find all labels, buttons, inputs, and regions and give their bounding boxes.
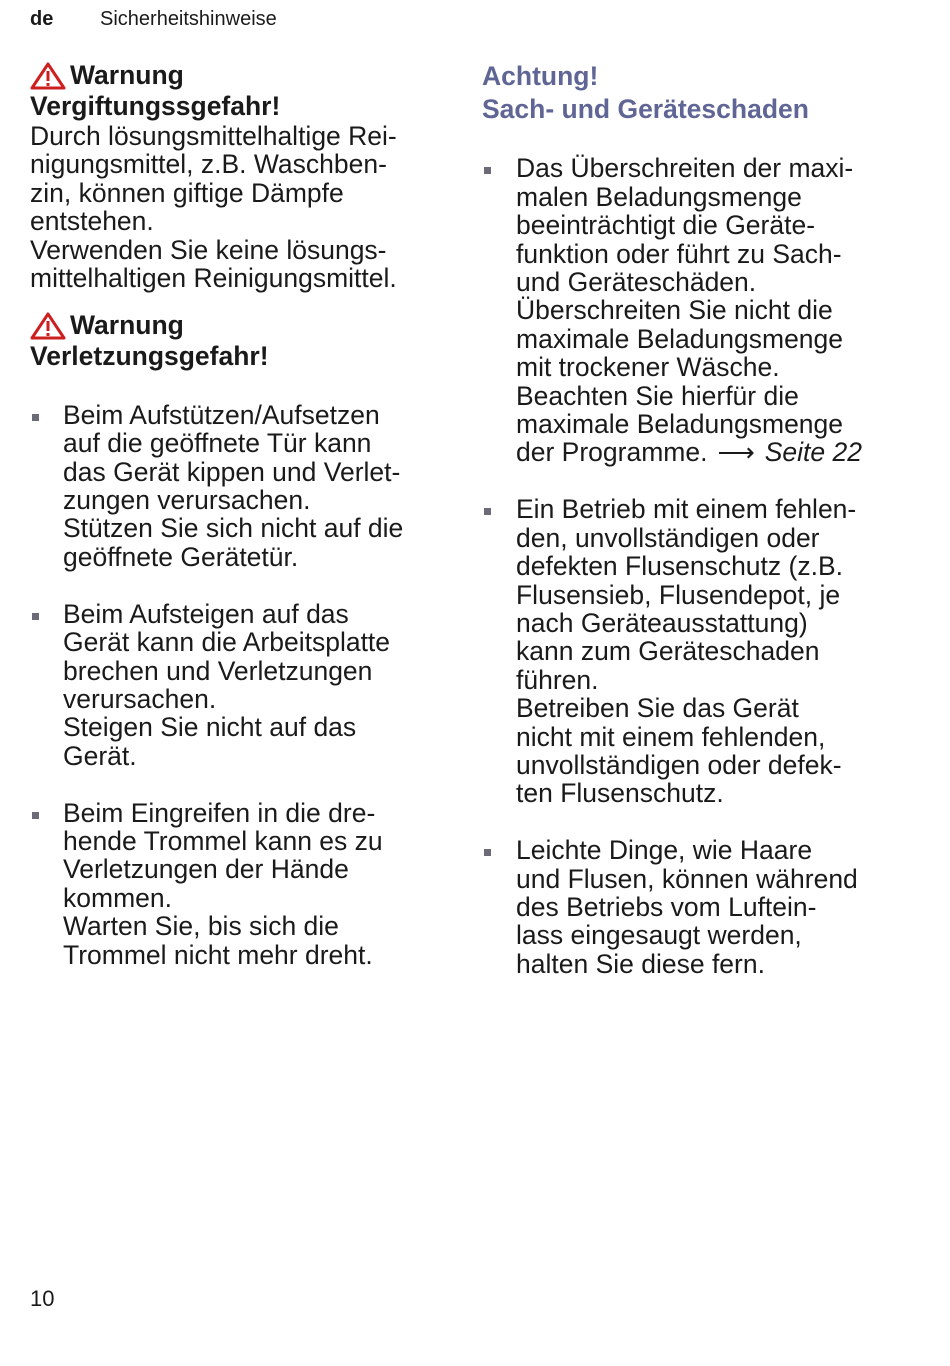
page-reference-link[interactable]: Seite 22 — [764, 437, 862, 468]
damage-list — [482, 126, 922, 1007]
list-item-text: Leichte Dinge, wie Haare und Flusen, können während des Betriebs vom Luftein- lass eingesaugt werden, halten Sie diese fern. — [516, 835, 858, 979]
warning-label: Warnung — [70, 310, 184, 341]
caution-title: Achtung! — [482, 61, 599, 91]
section-title: Sicherheitshinweise — [100, 8, 277, 30]
warning-block-poisoning — [30, 60, 450, 292]
list-item-text: Das Überschreiten der maxi- malen Beladungsmenge beeinträchtigt die Geräte- funktion oder führt zu Sach- und Geräteschäden. Überschreiten Sie nicht die maximale Beladungsmenge mit trockener Wäsche. Beachten Sie hierfür die maximale Beladungsmenge der Programme. — [516, 153, 854, 468]
warning-triangle-icon — [30, 62, 66, 90]
list-item-text: Ein Betrieb mit einem fehlen- den, unvollständigen oder defekten Flusenschutz (z.B. Flusensieb, Flusendepot, je nach Geräteausstattung) kann zum Geräteschaden führen. Betreiben Sie das Gerät nicht mit einem fehlenden, unvollständigen oder defek- ten Flusenschutz. — [516, 494, 857, 809]
arrow-right-icon: ⟶ — [717, 437, 755, 468]
list-item — [30, 600, 450, 770]
list-item-text: Beim Aufsteigen auf das Gerät kann die Arbeitsplatte brechen und Verletzungen verursachen. Steigen Sie nicht auf das Gerät. — [63, 598, 391, 771]
right-column — [482, 60, 922, 1007]
square-bullet-icon — [32, 812, 39, 819]
list-item-text: Beim Aufstützen/Aufsetzen auf die geöffnete Tür kann das Gerät kippen und Verlet- zungen verursachen. Stützen Sie sich nicht auf die geöffnete Gerätetür. — [63, 399, 404, 572]
square-bullet-icon — [32, 414, 39, 421]
square-bullet-icon — [32, 613, 39, 620]
warning-heading — [30, 310, 450, 341]
list-item — [482, 154, 922, 466]
warning-subtitle: Verletzungsgefahr! — [30, 341, 269, 372]
square-bullet-icon — [484, 849, 491, 856]
warning-triangle-icon — [30, 312, 66, 340]
square-bullet-icon — [484, 167, 491, 174]
warning-heading — [30, 60, 450, 91]
list-item — [482, 495, 922, 807]
list-item — [30, 401, 450, 571]
list-item — [30, 799, 450, 969]
warning-subtitle: Vergiftungssgefahr! — [30, 91, 281, 121]
list-item — [482, 836, 922, 978]
warning-block-injury — [30, 310, 450, 997]
left-column — [30, 60, 450, 1015]
page-number: 10 — [30, 1286, 55, 1311]
square-bullet-icon — [484, 508, 491, 515]
warning-label: Warnung — [70, 60, 184, 90]
language-code: de — [30, 8, 54, 30]
list-item-text: Beim Eingreifen in die dre- hende Trommel kann es zu Verletzungen der Hände kommen. Warten Sie, bis sich die Trommel nicht mehr dreht. — [63, 797, 383, 970]
injury-list — [30, 372, 450, 997]
warning-body: Durch lösungsmittelhaltige Rei- nigungsmittel, z.B. Waschben- zin, können giftige Dämpfe entstehen. Verwenden Sie keine lösungs- mittelhaltigen Reinigungsmittel. — [30, 121, 397, 294]
caution-subtitle: Sach- und Geräteschaden — [482, 94, 809, 124]
page-header — [30, 8, 277, 31]
